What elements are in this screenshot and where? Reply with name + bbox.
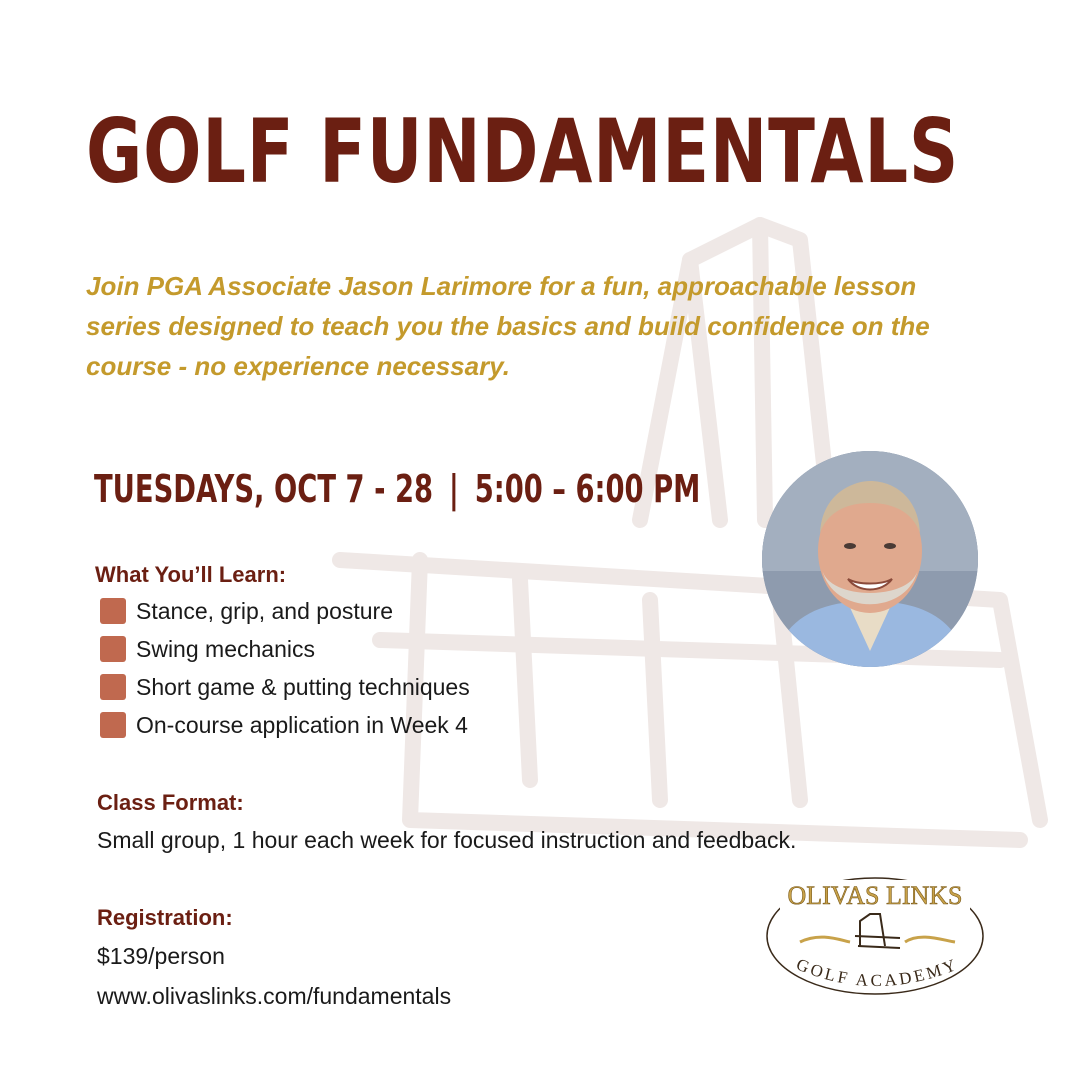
learn-list	[100, 592, 470, 744]
intro-text: Join PGA Associate Jason Larimore for a fun, approachable lesson series designed to teach you the basics and build confidence on the course - no experience necessary.	[86, 271, 930, 381]
page-title: GOLF FUNDAMENTALS	[86, 100, 960, 203]
schedule-line	[94, 467, 701, 511]
list-item: On-course application in Week 4	[100, 706, 470, 744]
instructor-photo	[762, 451, 978, 667]
list-item: Stance, grip, and posture	[100, 592, 470, 630]
square-bullet-icon	[100, 636, 126, 662]
academy-logo	[760, 866, 990, 1016]
registration-price: $139/person	[97, 943, 225, 969]
schedule-days: TUESDAYS, OCT 7 - 28	[94, 467, 434, 511]
square-bullet-icon	[100, 674, 126, 700]
logo-bottom-text: GOLF ACADEMY	[793, 954, 962, 991]
square-bullet-icon	[100, 598, 126, 624]
schedule-time: 5:00 – 6:00 PM	[474, 467, 701, 511]
format-heading: Class Format:	[97, 790, 244, 815]
format-text: Small group, 1 hour each week for focused instruction and feedback.	[97, 827, 797, 853]
square-bullet-icon	[100, 712, 126, 738]
list-item: Swing mechanics	[100, 630, 470, 668]
portrait-icon	[762, 451, 978, 667]
list-item: Short game & putting techniques	[100, 668, 470, 706]
logo-top-text: OLIVAS LINKS	[787, 881, 963, 910]
learn-heading: What You’ll Learn:	[95, 562, 287, 587]
registration-heading: Registration:	[97, 905, 233, 930]
schedule-separator: |	[448, 467, 459, 511]
registration-url: www.olivaslinks.com/fundamentals	[97, 983, 452, 1009]
